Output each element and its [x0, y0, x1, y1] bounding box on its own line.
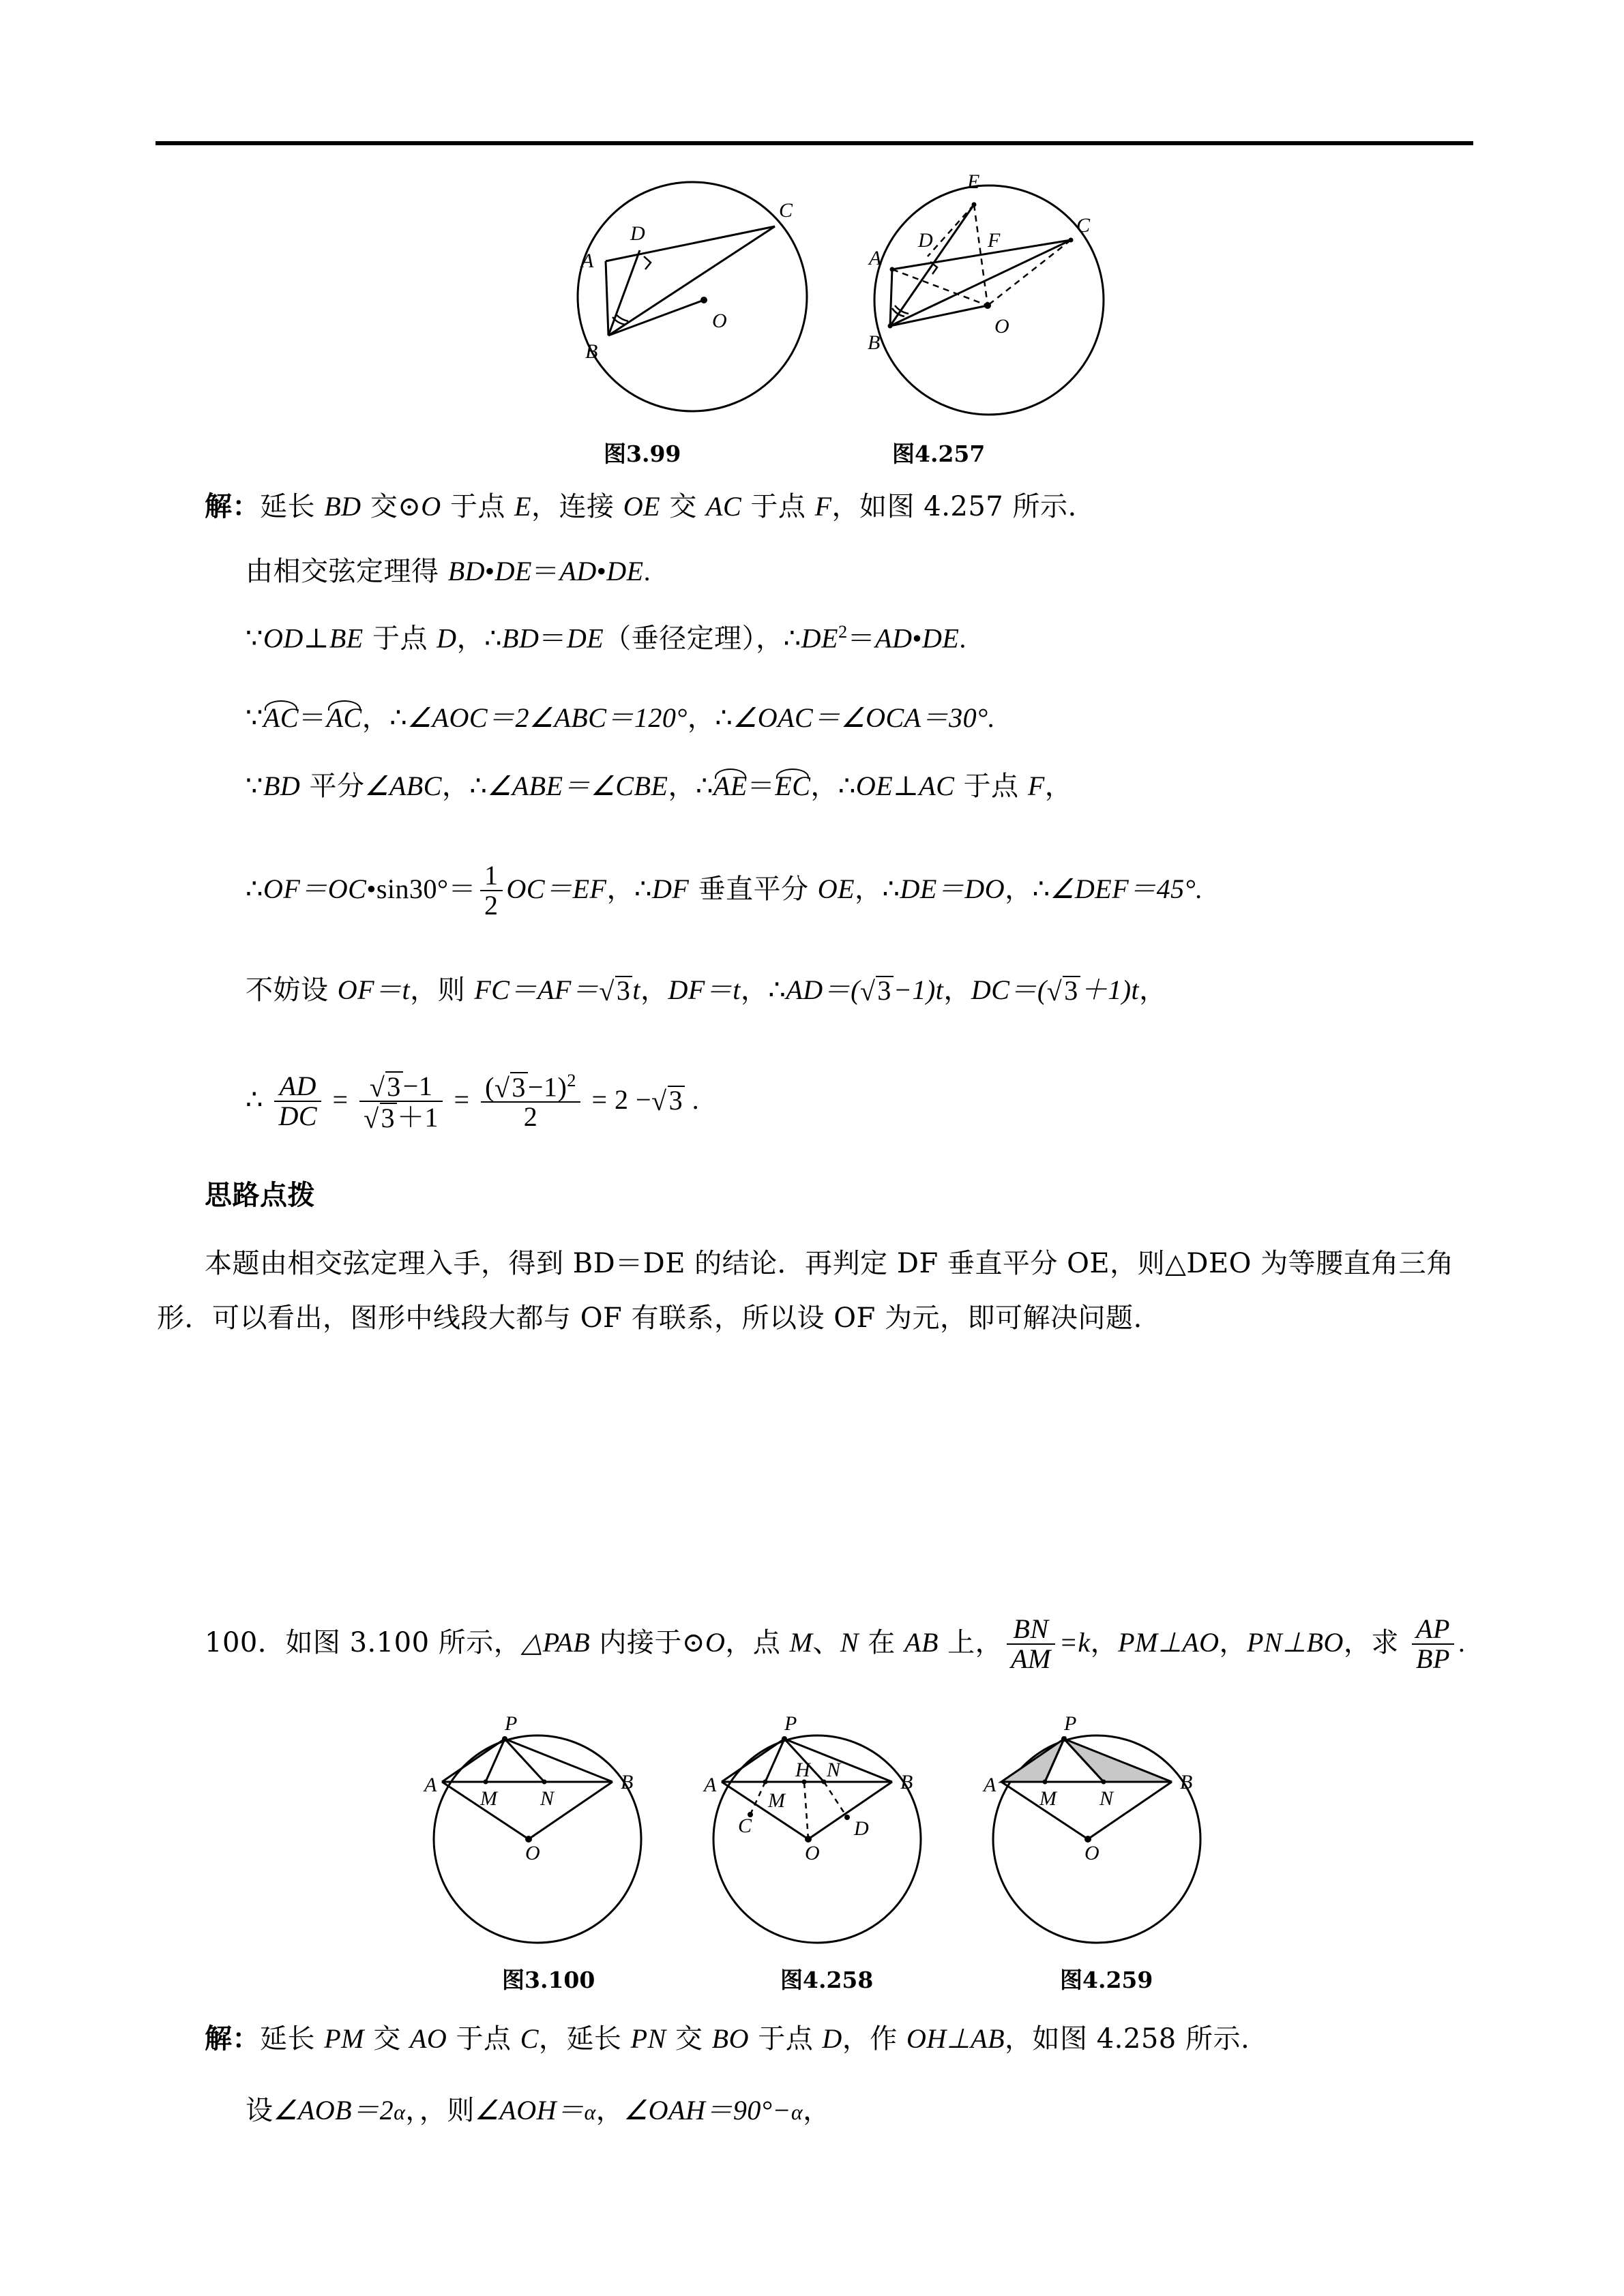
- fig4258-label-N: N: [827, 1759, 841, 1781]
- fig4258-label-B: B: [900, 1771, 913, 1793]
- fraction-one-half: $\frac{1}{2}$: [480, 861, 503, 919]
- figure-3-99: [559, 164, 818, 430]
- solution-99-line-8: ∴ $\frac{AD}{DC}$ = $\frac{√3-1}{√3+1}$ = $\frac{(√3-1)^2}{2}$ = 2 −√3 .: [246, 1069, 700, 1134]
- shaded-triangle-PNB: [1064, 1739, 1172, 1782]
- fig3100-label-B: B: [621, 1771, 634, 1793]
- therefore-symbol: ∴: [484, 623, 503, 654]
- fig4258-label-O: O: [805, 1842, 820, 1864]
- solution-100-marker: 解：: [205, 2023, 260, 2055]
- fig3100-label-A: A: [424, 1774, 437, 1796]
- fig4259-label-P: P: [1064, 1712, 1077, 1735]
- fig4257-label-O: O: [994, 315, 1009, 338]
- fig4258-label-A: A: [704, 1774, 717, 1796]
- fig399-label-B: B: [585, 340, 598, 363]
- arc-EC: EC: [775, 771, 811, 801]
- tips-heading: 思路点拨: [205, 1179, 315, 1211]
- solution-99-line-6: ∴OF＝OC•sin30°＝ $\frac{1}{2}$ OC＝EF，∴DF 垂直平分 OE，∴DE＝DO，∴∠DEF＝45°.: [246, 860, 1203, 921]
- figure-4-259: [982, 1708, 1228, 1954]
- figure-3-100: [423, 1708, 668, 1954]
- solution-marker: 解：: [205, 490, 260, 522]
- fig3100-label-O: O: [525, 1842, 540, 1864]
- fig4259-label-M: M: [1039, 1787, 1057, 1810]
- arc-AC-2: AC: [326, 702, 362, 733]
- fig4258-label-C: C: [738, 1815, 752, 1837]
- solution-99-line-1: 解：延长 BD 交⊙O 于点 E，连接 OE 交 AC 于点 F，如图 4.257 所示.: [205, 490, 1077, 522]
- arc-AC-1: AC: [263, 702, 299, 733]
- fig4257-label-B: B: [868, 331, 881, 354]
- because-symbol: ∵: [246, 623, 263, 654]
- figure-3-99-caption: 图3.99: [604, 441, 681, 467]
- fig4258-label-M: M: [768, 1789, 785, 1812]
- fig4258-label-D: D: [854, 1817, 869, 1840]
- figure-4-259-caption: 图4.259: [1060, 1967, 1153, 1993]
- figure-4-258-caption: 图4.258: [780, 1967, 874, 1993]
- tips-paragraph-line-2: 形．可以看出，图形中线段大都与 OF 有联系，所以设 OF 为元，即可解决问题.: [157, 1302, 1142, 1334]
- fig399-label-C: C: [779, 199, 793, 222]
- solution-99-line-5: ∵BD 平分∠ABC，∴∠ABE＝∠CBE，∴AE＝EC，∴OE⊥AC 于点 F，: [246, 771, 1073, 802]
- fraction-root3-minus1-over-root3-plus1: $\frac{√3-1}{√3+1}$: [359, 1071, 443, 1131]
- fig4259-label-A: A: [984, 1774, 996, 1796]
- fraction-AP-over-BP: $\frac{AP}{BP}$: [1412, 1615, 1454, 1673]
- tips-paragraph-line-1: 本题由相交弦定理入手，得到 BD＝DE 的结论．再判定 DF 垂直平分 OE，则△DEO 为等腰直角三角: [205, 1248, 1454, 1279]
- fraction-BN-over-AM: $\frac{BN}{AM}$: [1007, 1615, 1055, 1673]
- fig4258-label-H: H: [795, 1759, 810, 1781]
- solution-100-line-2: 设∠AOB＝2α，，则∠AOH＝α，∠OAH＝90°−α，: [246, 2095, 831, 2126]
- solution-100-line-1: 解：延长 PM 交 AO 于点 C，延长 PN 交 BO 于点 D，作 OH⊥AB，如图 4.258 所示.: [205, 2023, 1250, 2055]
- sqrt-symbol: √: [599, 976, 615, 1007]
- fig4259-label-N: N: [1099, 1787, 1114, 1810]
- fraction-squared-over-2: $\frac{(√3-1)^2}{2}$: [481, 1071, 580, 1131]
- arc-AE: AE: [713, 771, 748, 801]
- fig4259-label-B: B: [1180, 1771, 1193, 1793]
- fig4257-label-E: E: [967, 170, 980, 193]
- fig4258-label-P: P: [784, 1712, 797, 1735]
- fig4257-label-F: F: [988, 229, 1001, 252]
- problem-100-statement: 100．如图 3.100 所示，△PAB 内接于⊙O，点 M、N 在 AB 上， $\frac{BN}{AM}$ =k，PM⊥AO，PN⊥BO，求 $\frac{AP}{BP}$ .: [205, 1613, 1466, 1674]
- problem-number: 100．: [205, 1626, 286, 1658]
- fig4257-label-D: D: [918, 229, 933, 252]
- fig399-label-A: A: [581, 250, 594, 272]
- fig4259-label-O: O: [1084, 1842, 1099, 1864]
- fig4257-label-C: C: [1076, 214, 1091, 237]
- solution-99-line-3: ∵OD⊥BE 于点 D，∴BD＝DE（垂径定理），$\therefore DE^2=AD•DE$.: [246, 621, 966, 655]
- fig4257-label-A: A: [869, 247, 882, 269]
- figure-3-100-caption: 图3.100: [502, 1967, 595, 1993]
- solution-99-line-2: 由相交弦定理得 BD•DE＝AD•DE.: [246, 556, 651, 587]
- fig399-label-D: D: [630, 222, 645, 245]
- fig3100-label-M: M: [480, 1787, 497, 1810]
- fig399-label-O: O: [712, 310, 727, 332]
- solution-99-line-4: ∵AC＝AC，∴∠AOC＝2∠ABC＝120°，∴∠OAC＝∠OCA＝30°.: [246, 702, 996, 734]
- figure-4-257: [853, 157, 1119, 430]
- fig3100-label-P: P: [505, 1712, 518, 1735]
- figure-4-258: [703, 1708, 948, 1954]
- figure-4-257-caption: 图4.257: [892, 441, 986, 467]
- fig3100-label-N: N: [540, 1787, 555, 1810]
- header-rule: [156, 141, 1473, 145]
- fraction-AD-over-DC: $\frac{AD}{DC}$: [274, 1072, 321, 1130]
- solution-99-line-7: 不妨设 OF＝t，则 FC＝AF＝√3t，DF＝t，∴AD＝(√3−1)t，DC＝(√3＋1)t，: [246, 974, 1167, 1007]
